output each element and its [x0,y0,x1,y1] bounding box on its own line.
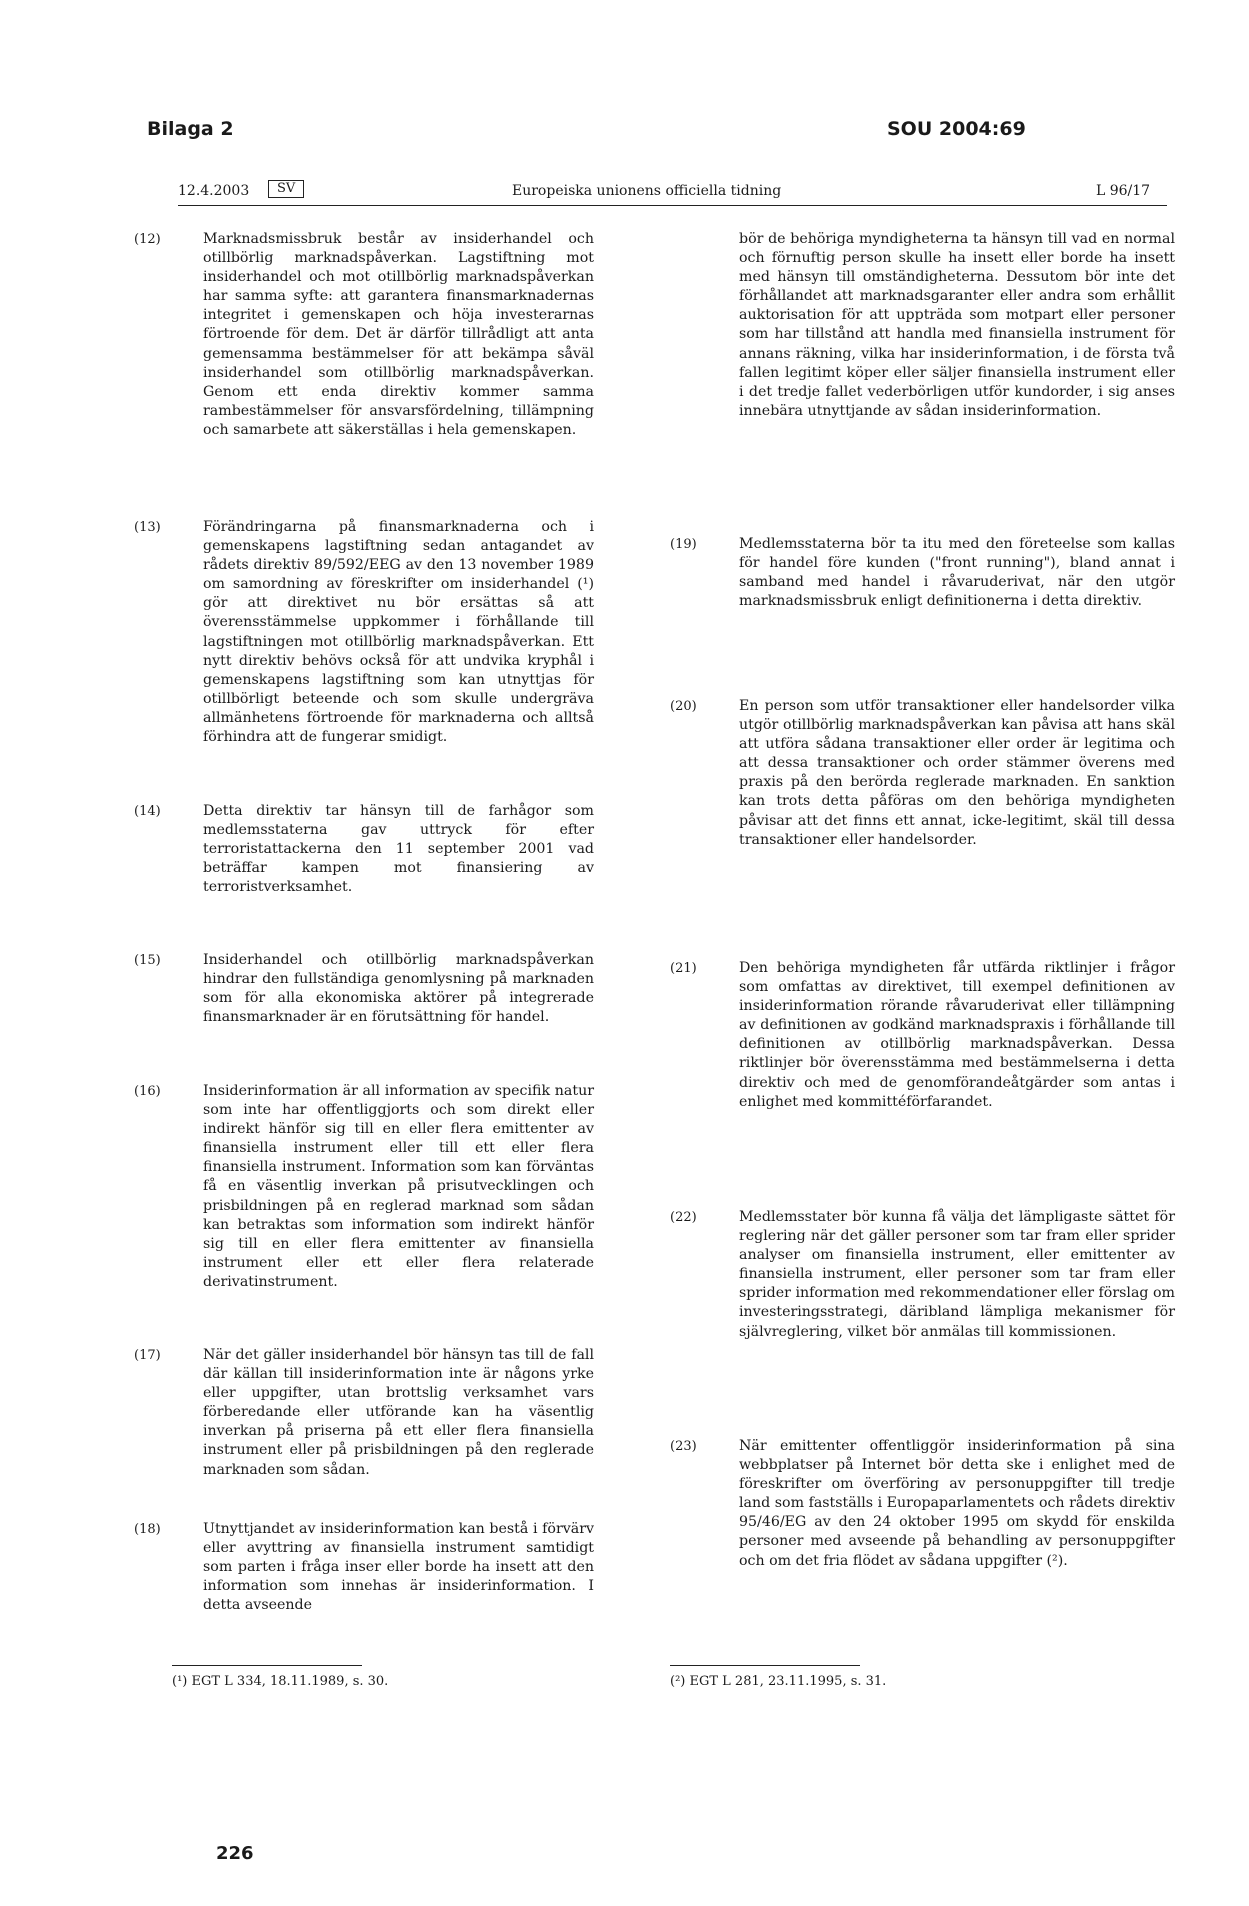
footnote-rule-left [172,1665,362,1666]
recital-number: (19) [670,537,697,552]
recital-18-continued [670,230,1175,421]
recital-21 [670,959,1175,1112]
recital-number: (17) [134,1348,161,1363]
footnote-right: (²) EGT L 281, 23.11.1995, s. 31. [670,1674,887,1689]
recital-text: Den behöriga myndigheten får utfärda riktlinjer i frågor som omfattas av direktivet, till exempel definitionen av insiderinformation rörande råvaruderivat eller tillämpning av definitionen av godkänd marknadspraxis i förhållande till definitionen av otillbörlig marknadspåverkan. Dessa riktlinjer bör överensstämma med bestämmelserna i detta direktiv och med de genomförandeåtgärder som antas i enlighet med kommittéförfarandet. [739,960,1175,1110]
recital-number: (20) [670,699,697,714]
footnote-left: (¹) EGT L 334, 18.11.1989, s. 30. [172,1674,389,1689]
recital-text: Detta direktiv tar hänsyn till de farhågor som medlemsstaterna gav uttryck för efter terroristattackerna den 11 september 2001 vad beträffar kampen mot finansiering av terroristverksamhet. [203,803,594,896]
recital-number: (18) [134,1522,161,1537]
recital-text: Utnyttjandet av insiderinformation kan bestå i förvärv eller avyttring av finansiella instrument samtidigt som parten i fråga inser eller borde ha insett att den information som innehas är insiderinformation. I detta avseende [203,1521,594,1614]
recital-15 [134,951,594,1027]
recital-17 [134,1346,594,1480]
recital-22 [670,1208,1175,1342]
journal-page-ref: L 96/17 [1096,183,1151,199]
recital-12 [134,230,594,440]
recital-23 [670,1437,1175,1571]
recital-number: (23) [670,1439,697,1454]
recital-text: bör de behöriga myndigheterna ta hänsyn till vad en normal och förnuftig person skulle ha insett eller borde ha insett med hänsyn till omständigheterna. Dessutom bör inte det förhållandet att marknadsgaranter eller andra som erhållit auktorisation för att uppträda som motpart eller personer som har tillstånd att handla med finansiella instrument för annans räkning, vilka har insiderinformation, i de första två fallen legitimt köper eller säljer finansiella instrument eller i det tredje fallet vederbörligen utför kundorder, i sig anses innebära utnyttjande av sådan insiderinformation. [739,231,1175,419]
footnote-rule-right [670,1665,860,1666]
recital-number: (13) [134,520,161,535]
appendix-label: Bilaga 2 [147,118,234,140]
recital-19 [670,535,1175,611]
header-date: 12.4.2003 [178,183,250,199]
recital-13 [134,518,594,747]
header-rule [178,205,1167,206]
recital-text: När det gäller insiderhandel bör hänsyn tas till de fall där källan till insiderinformation inte är någons yrke eller uppgifter, utan brottslig verksamhet vars förberedande eller utförande kan ha väsentlig inverkan på priserna på ett eller flera finansiella instrument eller på prisbildningen på den reglerade marknaden som sådan. [203,1347,594,1478]
recital-text: Insiderinformation är all information av specifik natur som inte har offentliggjorts och som direkt eller indirekt hänför sig till en eller flera emittenter av finansiella instrument eller till ett eller flera finansiella instrument. Information som kan förväntas få en väsentlig inverkan på prisutvecklingen och prisbildningen på en reglerad marknad som sådan kan betraktas som information som indirekt hänför sig till en eller flera emittenter av finansiella instrument eller ett eller flera relaterade derivatinstrument. [203,1083,594,1290]
journal-title: Europeiska unionens officiella tidning [512,183,782,199]
recital-number: (14) [134,804,161,819]
report-number: SOU 2004:69 [887,118,1026,140]
recital-text: När emittenter offentliggör insiderinformation på sina webbplatser på Internet bör detta ske i enlighet med de föreskrifter om överföring av personuppgifter till tredje land som fastställs i Europaparlamentets och rådets direktiv 95/46/EG av den 24 oktober 1995 om skydd för enskilda personer med avseende på behandling av personuppgifter och om det fria flödet av sådana uppgifter (²). [739,1438,1175,1569]
page-number: 226 [216,1843,254,1864]
recital-text: Marknadsmissbruk består av insiderhandel och otillbörlig marknadspåverkan. Lagstiftning mot insiderhandel och mot otillbörlig marknadspåverkan har samma syfte: att garantera finansmarknadernas integritet i gemenskapen och höja investerarnas förtroende för dem. Det är därför tillrådligt att anta gemensamma bestämmelser för att bekämpa såväl insiderhandel som otillbörlig marknadspåverkan. Genom ett enda direktiv kommer samma rambestämmelser för ansvarsfördelning, tillämpning och samarbete att säkerställas i hela gemenskapen. [203,231,594,438]
recital-text: Medlemsstaterna bör ta itu med den företeelse som kallas för handel före kunden ("front running"), bland annat i samband med handel i råvaruderivat, när den utgör marknadsmissbruk enligt definitionerna i detta direktiv. [739,536,1175,610]
recital-16 [134,1082,594,1292]
recital-18 [134,1520,594,1615]
recital-14 [134,802,594,897]
recital-text: Insiderhandel och otillbörlig marknadspåverkan hindrar den fullständiga genomlysning på marknaden som för alla ekonomiska aktörer på integrerade finansmarknader är en förutsättning för handel. [203,952,594,1026]
recital-number: (21) [670,961,697,976]
recital-number: (15) [134,953,161,968]
recital-20 [670,697,1175,850]
recital-text: Medlemsstater bör kunna få välja det lämpligaste sättet för reglering när det gäller personer som tar fram eller sprider analyser om finansiella instrument, eller emittenter av finansiella instrument, eller personer som tar fram eller sprider information med rekommendationer eller förslag om investeringsstrategi, däribland lämpliga mekanismer för självreglering, vilket bör anmälas till kommissionen. [739,1209,1175,1340]
language-box: SV [268,180,304,198]
recital-text: En person som utför transaktioner eller handelsorder vilka utgör otillbörlig marknadspåverkan kan påvisa att hans skäl att utföra sådana transaktioner eller order är legitima och att dessa transaktioner och order stämmer överens med praxis på den berörda reglerade marknaden. En sanktion kan trots detta påföras om den behöriga myndigheten påvisar att det finns ett annat, icke-legitimt, skäl till dessa transaktioner eller handelsorder. [739,698,1175,848]
recital-number: (12) [134,232,161,247]
recital-number: (22) [670,1210,697,1225]
recital-number: (16) [134,1084,161,1099]
recital-text: Förändringarna på finansmarknaderna och i gemenskapens lagstiftning sedan antagandet av rådets direktiv 89/592/EEG av den 13 november 1989 om samordning av föreskrifter om insiderhandel (¹) gör att direktivet nu bör ersättas så att överensstämmelse uppkommer i förhållande till lagstiftningen mot otillbörlig marknadspåverkan. Ett nytt direktiv behövs också för att undvika kryphål i gemenskapens lagstiftning som kan utnyttjas för otillbörligt beteende och som skulle undergräva allmänhetens förtroende för marknaderna och alltså förhindra att de fungerar smidigt. [203,519,594,746]
